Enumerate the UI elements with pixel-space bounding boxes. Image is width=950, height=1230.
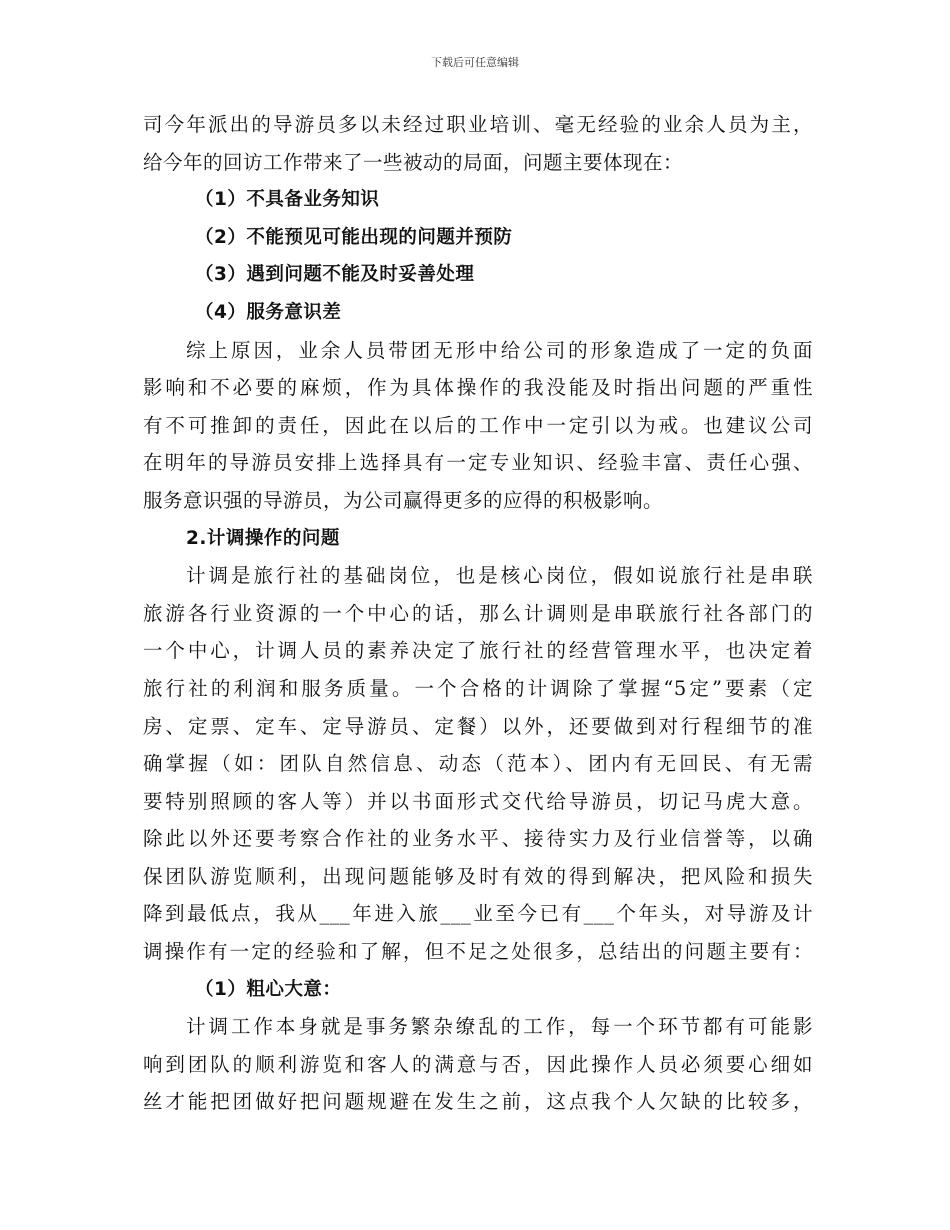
paragraph-line: 确掌握（如：团队自然信息、动态（范本）、团内有无回民、有无需: [143, 752, 813, 776]
list-item: （1）不具备业务知识: [195, 189, 380, 211]
paragraph-line: 计调工作本身就是事务繁杂缭乱的工作，每一个环节都有可能影: [186, 1015, 813, 1039]
paragraph-line: 旅行社的利润和服务质量。一个合格的计调除了掌握“5定”要素（定: [143, 676, 813, 700]
paragraph-line: 计调是旅行社的基础岗位，也是核心岗位，假如说旅行社是串联: [186, 564, 813, 588]
document-body: [143, 106, 813, 1121]
paragraph-line: 有不可推卸的责任，因此在以后的工作中一定引以为戒。也建议公司: [143, 413, 813, 437]
paragraph-line: 降到最低点，我从___年进入旅___业至今已有___个年头，对导游及计: [143, 902, 813, 926]
page-header: 下载后可任意编辑: [431, 56, 519, 69]
paragraph-line: 在明年的导游员安排上选择具有一定专业知识、经验丰富、责任心强、: [143, 451, 813, 475]
paragraph-line: 综上原因，业余人员带团无形中给公司的形象造成了一定的负面: [186, 338, 813, 362]
list-item: （3）遇到问题不能及时妥善处理: [195, 264, 475, 286]
paragraph-line: 给今年的回访工作带来了一些被动的局面，问题主要体现在：: [143, 150, 684, 174]
paragraph-line: 影响和不必要的麻烦，作为具体操作的我没能及时指出问题的严重性: [143, 376, 813, 400]
list-item: （1）粗心大意：: [195, 978, 342, 1000]
paragraph-line: 要特别照顾的客人等）并以书面形式交代给导游员，切记马虎大意。: [143, 789, 813, 813]
paragraph-line: 丝才能把团做好把问题规避在发生之前，这点我个人欠缺的比较多，: [143, 1090, 813, 1114]
paragraph-line: 除此以外还要考察合作社的业务水平、接待实力及行业信誉等，以确: [143, 827, 813, 851]
paragraph-line: 旅游各行业资源的一个中心的话，那么计调则是串联旅行社各部门的: [143, 601, 813, 625]
paragraph-line: 服务意识强的导游员，为公司赢得更多的应得的积极影响。: [143, 488, 664, 512]
section-heading: 2.计调操作的问题: [186, 527, 340, 549]
paragraph-line: 保团队游览顺利，出现问题能够及时有效的得到解决，把风险和损失: [143, 864, 813, 888]
paragraph-line: 一个中心，计调人员的素养决定了旅行社的经营管理水平，也决定着: [143, 639, 813, 663]
paragraph-line: 房、定票、定车、定导游员、定餐）以外，还要做到对行程细节的准: [143, 714, 813, 738]
paragraph-line: 响到团队的顺利游览和客人的满意与否，因此操作人员必须要心细如: [143, 1052, 813, 1076]
list-item: （2）不能预见可能出现的问题并预防: [195, 226, 513, 248]
paragraph-line: 司今年派出的导游员多以未经过职业培训、毫无经验的业余人员为主，: [143, 113, 813, 136]
list-item: （4）服务意识差: [195, 301, 342, 323]
paragraph-line: 调操作有一定的经验和了解，但不足之处很多，总结出的问题主要有：: [143, 940, 813, 964]
